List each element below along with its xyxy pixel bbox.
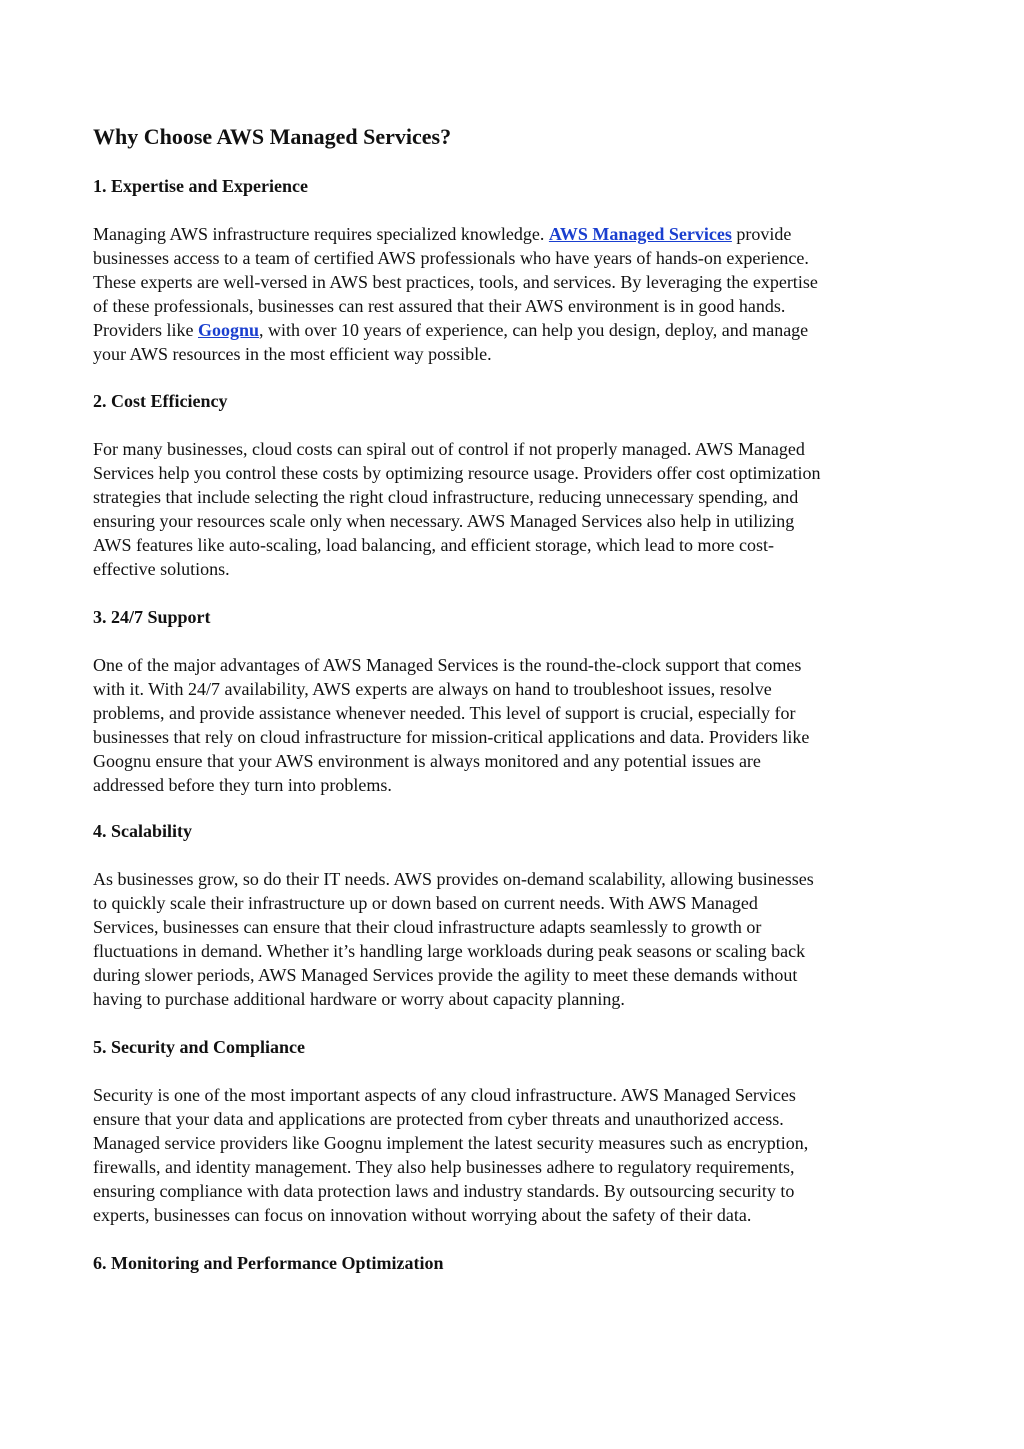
paragraph-line: AWS features like auto-scaling, load balancing, and efficient storage, which lead to more cost- (93, 535, 774, 555)
goognu-link[interactable]: Goognu (198, 320, 260, 340)
paragraph-line: Services help you control these costs by optimizing resource usage. Providers offer cost optimization (93, 463, 821, 483)
section-heading-support: 3. 24/7 Support (93, 607, 211, 627)
paragraph-expertise (93, 222, 933, 366)
paragraph-line: One of the major advantages of AWS Managed Services is the round-the-clock support that comes (93, 655, 802, 675)
paragraph-line: strategies that include selecting the right cloud infrastructure, reducing unnecessary spending, and (93, 487, 799, 507)
paragraph-line: Security is one of the most important aspects of any cloud infrastructure. AWS Managed Services (93, 1085, 796, 1105)
paragraph-line: fluctuations in demand. Whether it’s handling large workloads during peak seasons or scaling back (93, 941, 806, 961)
paragraph-line: Goognu ensure that your AWS environment is always monitored and any potential issues are (93, 751, 761, 771)
paragraph-line: effective solutions. (93, 559, 230, 579)
paragraph-line: ensuring compliance with data protection laws and industry standards. By outsourcing security to (93, 1181, 795, 1201)
paragraph-line: businesses that rely on cloud infrastructure for mission-critical applications and data. Providers like (93, 727, 810, 747)
section-heading-security: 5. Security and Compliance (93, 1037, 306, 1057)
paragraph-cost-efficiency (93, 437, 933, 581)
paragraph-line: ensuring your resources scale only when necessary. AWS Managed Services also help in utilizing (93, 511, 795, 531)
paragraph-line: These experts are well-versed in AWS best practices, tools, and services. By leveraging the expertise (93, 272, 818, 292)
paragraph-line: of these professionals, businesses can rest assured that their AWS environment is in good hands. (93, 296, 786, 316)
paragraph-line: As businesses grow, so do their IT needs. AWS provides on-demand scalability, allowing businesses (93, 869, 814, 889)
paragraph-line: problems, and provide assistance whenever needed. This level of support is crucial, especially for (93, 703, 796, 723)
section-heading-cost-efficiency: 2. Cost Efficiency (93, 391, 228, 411)
section-heading-scalability: 4. Scalability (93, 821, 193, 841)
paragraph-line: For many businesses, cloud costs can spiral out of control if not properly managed. AWS Managed (93, 439, 805, 459)
paragraph-line: to quickly scale their infrastructure up or down based on current needs. With AWS Managed (93, 893, 758, 913)
section-heading-expertise: 1. Expertise and Experience (93, 176, 308, 196)
paragraph-line: Providers like Goognu, with over 10 years of experience, can help you design, deploy, and manage (93, 320, 809, 340)
paragraph-line: Managing AWS infrastructure requires specialized knowledge. AWS Managed Services provide (93, 224, 792, 244)
paragraph-line: experts, businesses can focus on innovation without worrying about the safety of their data. (93, 1205, 752, 1225)
section-heading-monitoring: 6. Monitoring and Performance Optimization (93, 1253, 444, 1273)
paragraph-line: having to purchase additional hardware or worry about capacity planning. (93, 989, 625, 1009)
paragraph-line: with it. With 24/7 availability, AWS experts are always on hand to troubleshoot issues, resolve (93, 679, 772, 699)
paragraph-support (93, 653, 933, 797)
paragraph-line: during slower periods, AWS Managed Services provide the agility to meet these demands without (93, 965, 798, 985)
paragraph-line: Services, businesses can ensure that their cloud infrastructure adapts seamlessly to growth or (93, 917, 762, 937)
paragraph-line: firewalls, and identity management. They also help businesses adhere to regulatory requirements, (93, 1157, 795, 1177)
page-title: Why Choose AWS Managed Services? (93, 124, 452, 149)
paragraph-security (93, 1083, 933, 1227)
paragraph-line: Managed service providers like Goognu implement the latest security measures such as encryption, (93, 1133, 809, 1153)
aws-managed-services-link[interactable]: AWS Managed Services (548, 224, 732, 244)
paragraph-scalability (93, 867, 933, 1011)
paragraph-line: your AWS resources in the most efficient way possible. (93, 344, 492, 364)
paragraph-line: ensure that your data and applications are protected from cyber threats and unauthorized access. (93, 1109, 784, 1129)
paragraph-line: addressed before they turn into problems. (93, 775, 392, 795)
paragraph-line: businesses access to a team of certified AWS professionals who have years of hands-on experience. (93, 248, 809, 268)
